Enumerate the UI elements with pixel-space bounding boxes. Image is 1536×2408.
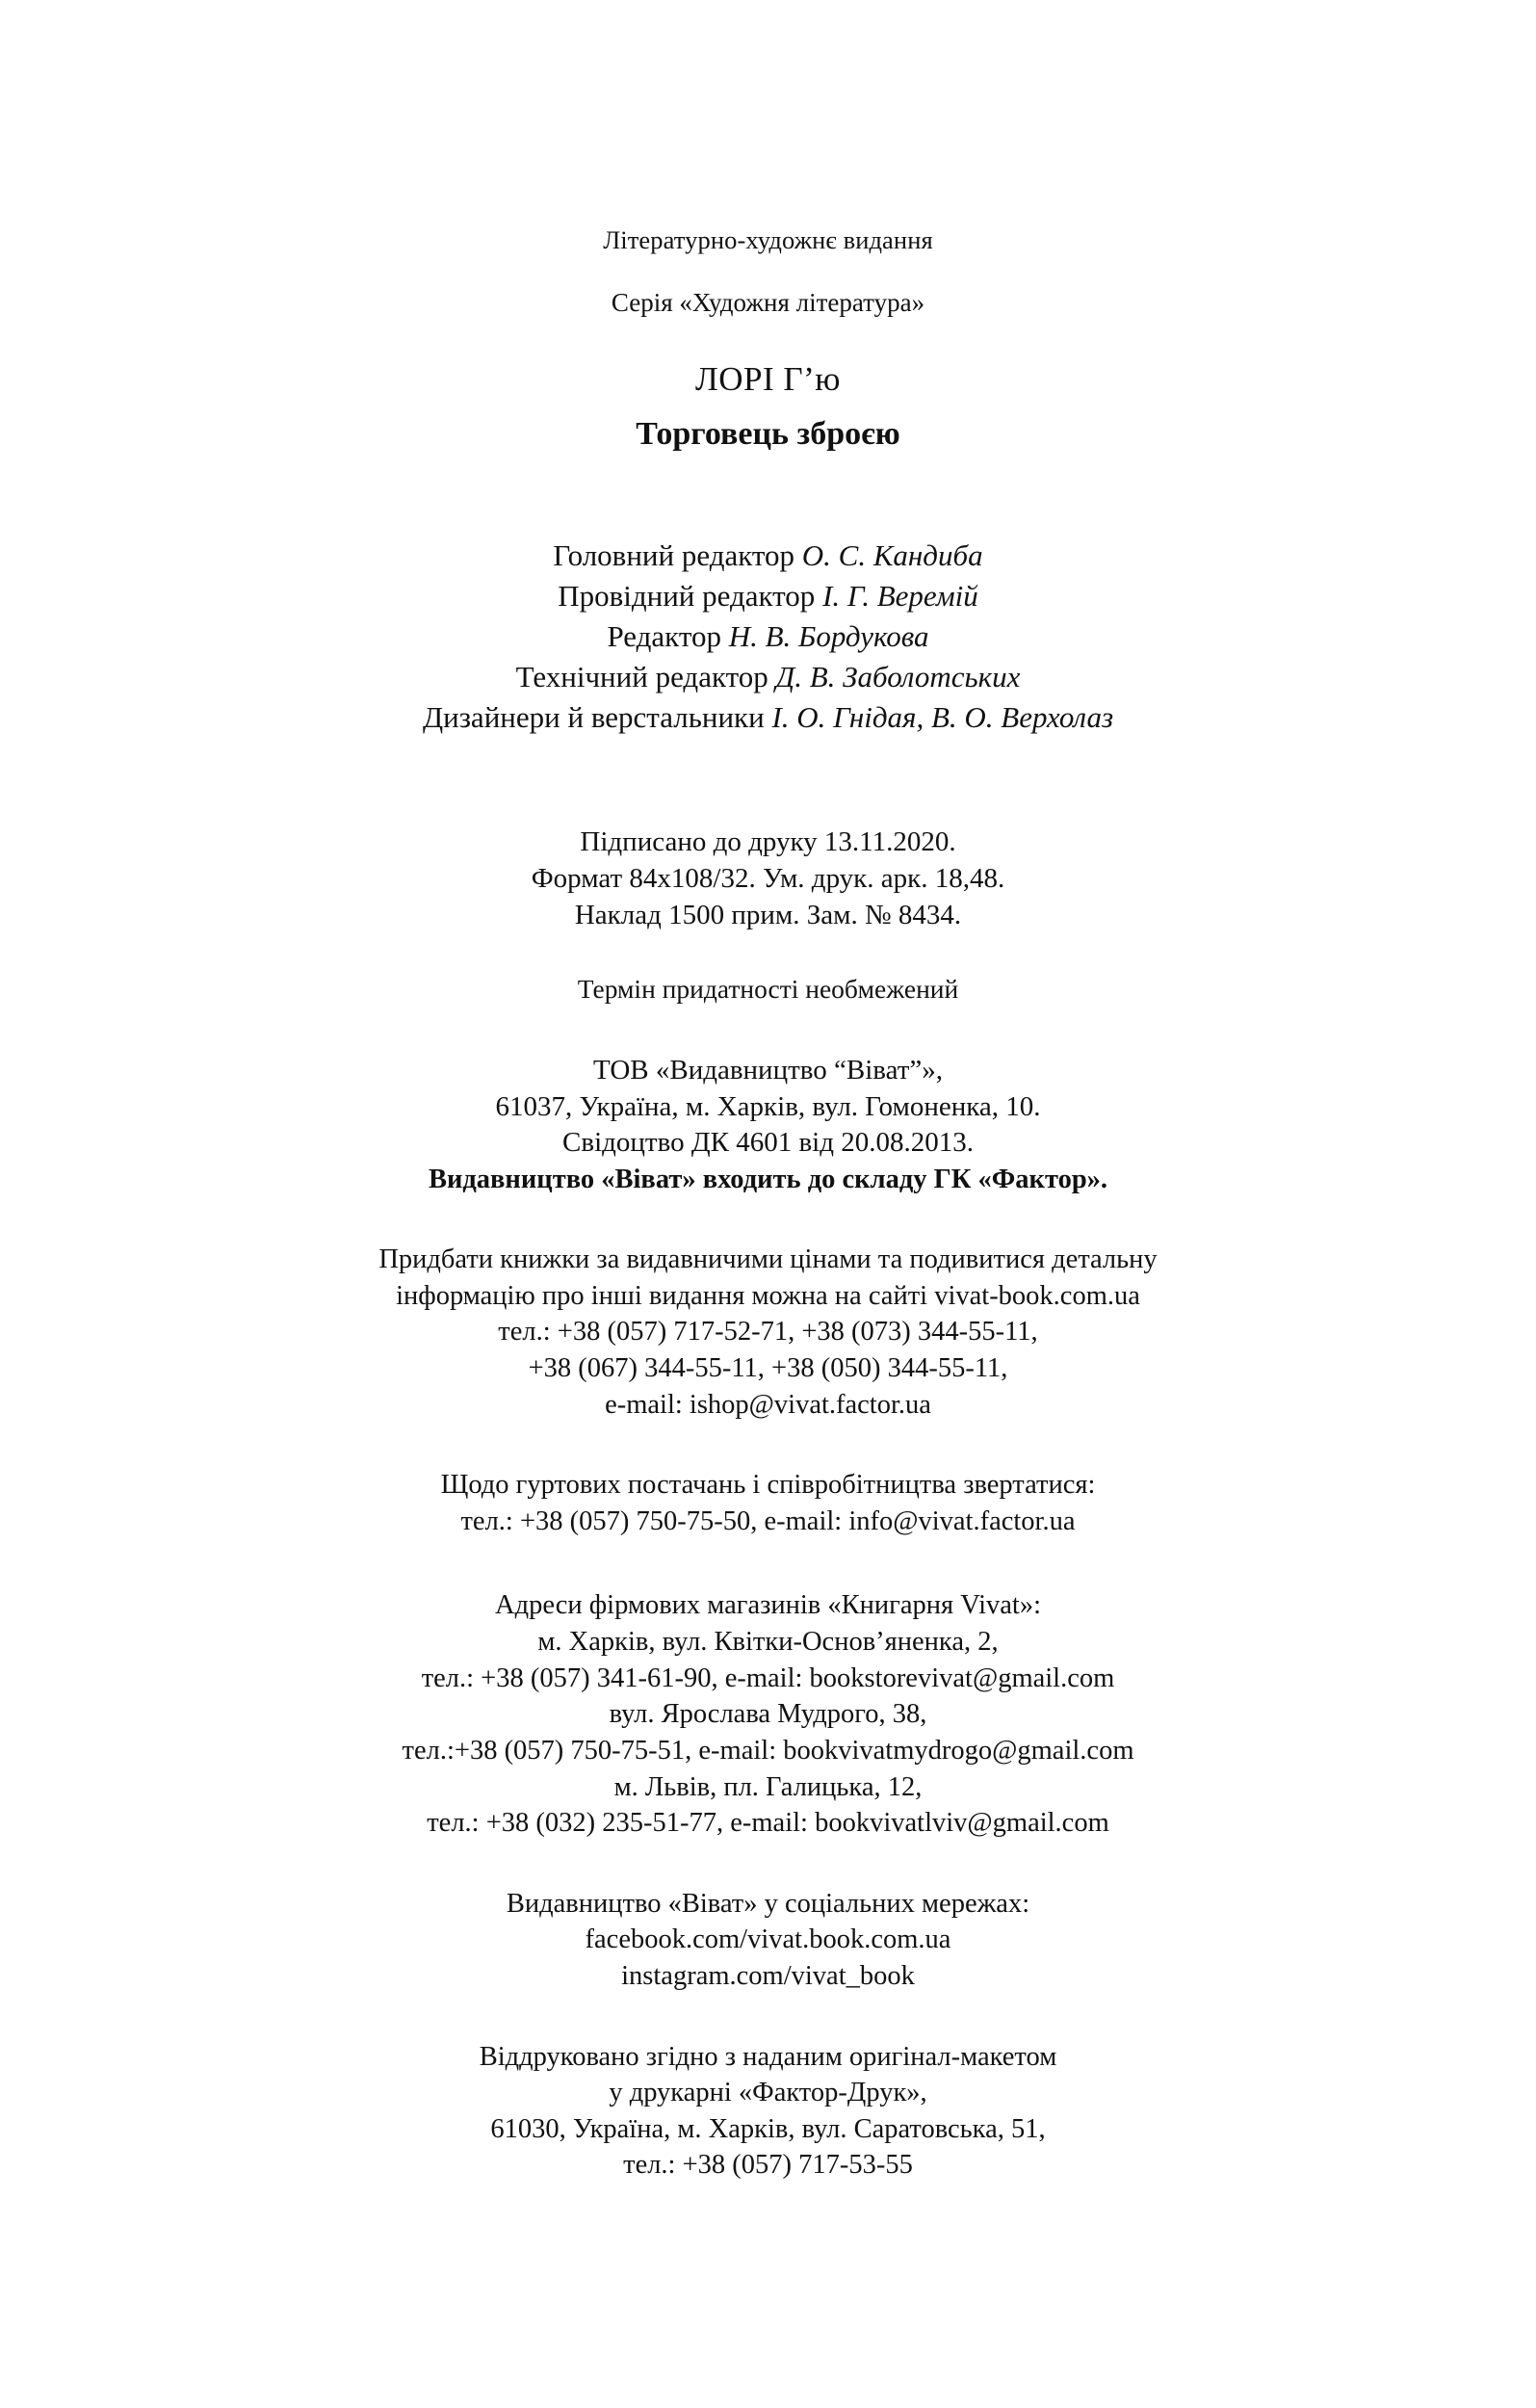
store-address-line: вул. Ярослава Мудрого, 38, [609,1699,927,1730]
publisher-group-note: Видавництво «Віват» входить до складу ГК «Фактор». [428,1165,1108,1195]
publisher-line: 61037, Україна, м. Харків, вул. Гомоненка, 10. [495,1090,1041,1122]
staff-role: Провідний редактор [558,578,823,613]
purchase-info [221,1242,1315,1423]
staff-person: І. Г. Веремій [822,578,978,613]
wholesale-info [221,1467,1315,1539]
purchase-website-line: інформацію про інші видання можна на сайті vivat-book.com.ua [396,1280,1140,1311]
store-address-line: м. Харків, вул. Квітки-Основ’яненка, 2, [537,1627,999,1658]
instagram-link[interactable]: instagram.com/vivat_book [621,1960,915,1991]
print-data-line: Підписано до друку 13.11.2020. [580,826,956,858]
staff-person: О. С. Кандиба [801,537,983,572]
print-run-data [221,824,1315,933]
shelf-life-line: Термін придатності необмежений [577,974,959,1005]
staff-row [221,536,1315,576]
staff-row [221,616,1315,657]
author-name: ЛОРІ Г’ю [695,359,841,398]
series-label: Серія «Художня література» [611,287,925,317]
stores-heading: Адреси фірмових магазинів «Книгарня Vivat»: [495,1590,1041,1621]
staff-role: Дизайнери й верстальники [422,700,772,735]
imprint-header [221,227,1315,316]
social-heading: Видавництво «Віват» у соціальних мережах: [506,1888,1030,1919]
purchase-phone-line: +38 (067) 344-55-11, +38 (050) 344-55-11, [528,1353,1008,1384]
printer-phone-line: тел.: +38 (057) 717-53-55 [623,2150,913,2181]
staff-row [221,576,1315,616]
print-data-line: Формат 84х108/32. Ум. друк. арк. 18,48. [531,862,1005,894]
publisher-details [221,1053,1315,1197]
editorial-staff-list [221,536,1315,739]
staff-role: Редактор [607,618,729,653]
printer-line: Віддруковано згідно з наданим оригінал-макетом [479,2041,1057,2072]
social-networks [221,1886,1315,1995]
publisher-line: ТОВ «Видавництво “Віват”», [592,1055,944,1086]
staff-person: Д. В. Заболотських [775,659,1021,694]
store-contact-line: тел.: +38 (057) 341-61-90, e-mail: bookstorevivat@gmail.com [421,1662,1115,1693]
store-contact-line: тел.: +38 (032) 235-51-77, e-mail: bookvivatlviv@gmail.com [427,1808,1109,1839]
printing-house-info [221,2039,1315,2184]
purchase-email-line: e-mail: ishop@vivat.factor.ua [605,1389,931,1420]
store-address-line: м. Львів, пл. Галицька, 12, [613,1771,923,1802]
wholesale-contact-line: тел.: +38 (057) 750-75-50, e-mail: info@vivat.factor.ua [460,1505,1076,1536]
staff-role: Технічний редактор [515,659,776,694]
staff-person: І. О. Гнідая, В. О. Верхолаз [771,700,1114,735]
facebook-link[interactable]: facebook.com/vivat.book.com.ua [585,1924,951,1955]
wholesale-heading: Щодо гуртових постачань і співробітництва звертатися: [440,1470,1096,1501]
staff-row [221,657,1315,697]
staff-person: Н. В. Бордукова [728,618,929,653]
store-contact-line: тел.:+38 (057) 750-75-51, e-mail: bookvivatmydrogo@gmail.com [402,1735,1134,1766]
store-addresses [221,1587,1315,1841]
purchase-phone-line: тел.: +38 (057) 717-52-71, +38 (073) 344-55-11, [498,1317,1038,1348]
work-identity [221,359,1315,452]
publisher-line: Свідоцтво ДК 4601 від 20.08.2013. [562,1127,974,1159]
printer-name-line: у друкарні «Фактор-Друк», [609,2078,927,2108]
purchase-line: Придбати книжки за видавничими цінами та подивитися детальну [378,1244,1158,1275]
print-data-line: Наклад 1500 прим. Зам. № 8434. [574,899,962,930]
staff-row [221,697,1315,738]
book-title: Торговець зброєю [636,415,900,452]
staff-role: Головний редактор [553,537,802,572]
printer-address-line: 61030, Україна, м. Харків, вул. Саратовська, 51, [490,2113,1046,2144]
shelf-life-notice [221,972,1315,1007]
imprint-kind-label: Літературно-художнє видання [603,225,933,254]
